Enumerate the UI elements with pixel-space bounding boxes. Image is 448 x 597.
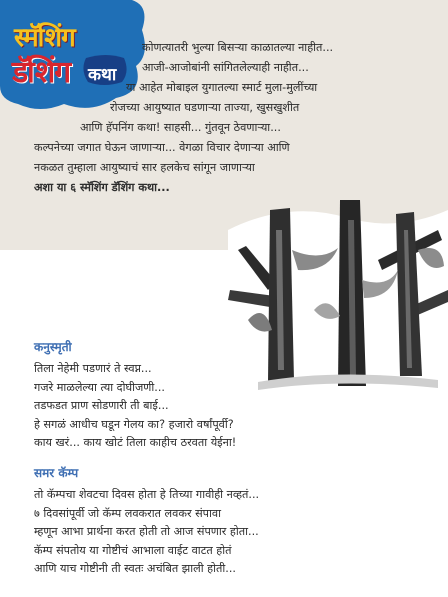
section-line: तडफडत प्राण सोडणारी ती बाई...	[34, 399, 169, 413]
section-line: तिला नेहेमी पडणारं ते स्वप्न...	[34, 362, 152, 376]
logo-word-dashing: डॅशिंग	[12, 55, 71, 90]
section-line: काय खरं... काय खोटं तिला काहीच ठरवता येईना!	[34, 436, 237, 450]
story-section-summer-camp	[34, 464, 414, 578]
intro-line: कोणत्यातरी भुल्या बिसऱ्या काळातल्या नाहीत...	[142, 41, 334, 54]
section-line: कॅम्प संपतोय या गोष्टीचं आभाला वाईट वाटत होतं	[34, 543, 232, 557]
intro-line: नकळत तुम्हाला आयुष्याचं सार हलकेच सांगून जाणाऱ्या	[34, 161, 255, 174]
section-line: गजरे माळलेल्या त्या दोघीजणी...	[34, 380, 165, 394]
section-line: ७ दिवसांपूर्वी जो कॅम्प लवकरात लवकर संपावा	[34, 506, 222, 520]
intro-line: आणि हॅपनिंग कथा! साहसी... गुंतवून ठेवणाऱ्या...	[80, 121, 281, 134]
story-section-kanusmruti	[34, 338, 414, 452]
section-line: आणि याच गोष्टीनी ती स्वतः अचंबित झाली होती...	[34, 562, 236, 576]
intro-line: रोजच्या आयुष्यात घडणाऱ्या ताज्या, खुसखुशीत	[110, 101, 300, 114]
intro-line: या आहेत मोबाइल युगातल्या स्मार्ट मुला-मुलींच्या	[126, 81, 318, 94]
intro-line: आजी-आजोबांनी सांगितलेल्याही नाहीत...	[142, 61, 309, 74]
intro-line: कल्पनेच्या जगात घेऊन जाणाऱ्या... वेगळा विचार देणाऱ्या आणि	[34, 141, 290, 154]
logo-word-katha: कथा	[88, 65, 117, 85]
section-line: हे सगळं आधीच घडून गेलय का? हजारो वर्षांपूर्वी?	[34, 417, 234, 431]
section-line: तो कॅम्पचा शेवटचा दिवस होता हे तिच्या गावीही नव्हतं...	[34, 488, 260, 502]
section-title: समर कॅम्प	[34, 466, 79, 480]
section-title: कनुस्मृती	[34, 340, 72, 354]
intro-line-highlight: अशा या ६ स्मॅशिंग डॅशिंग कथा...	[34, 181, 170, 194]
logo-word-smashing: स्मॅशिंग	[14, 23, 75, 53]
section-line: म्हणून आभा प्रार्थना करत होती तो आज संपणार होता...	[34, 525, 259, 539]
